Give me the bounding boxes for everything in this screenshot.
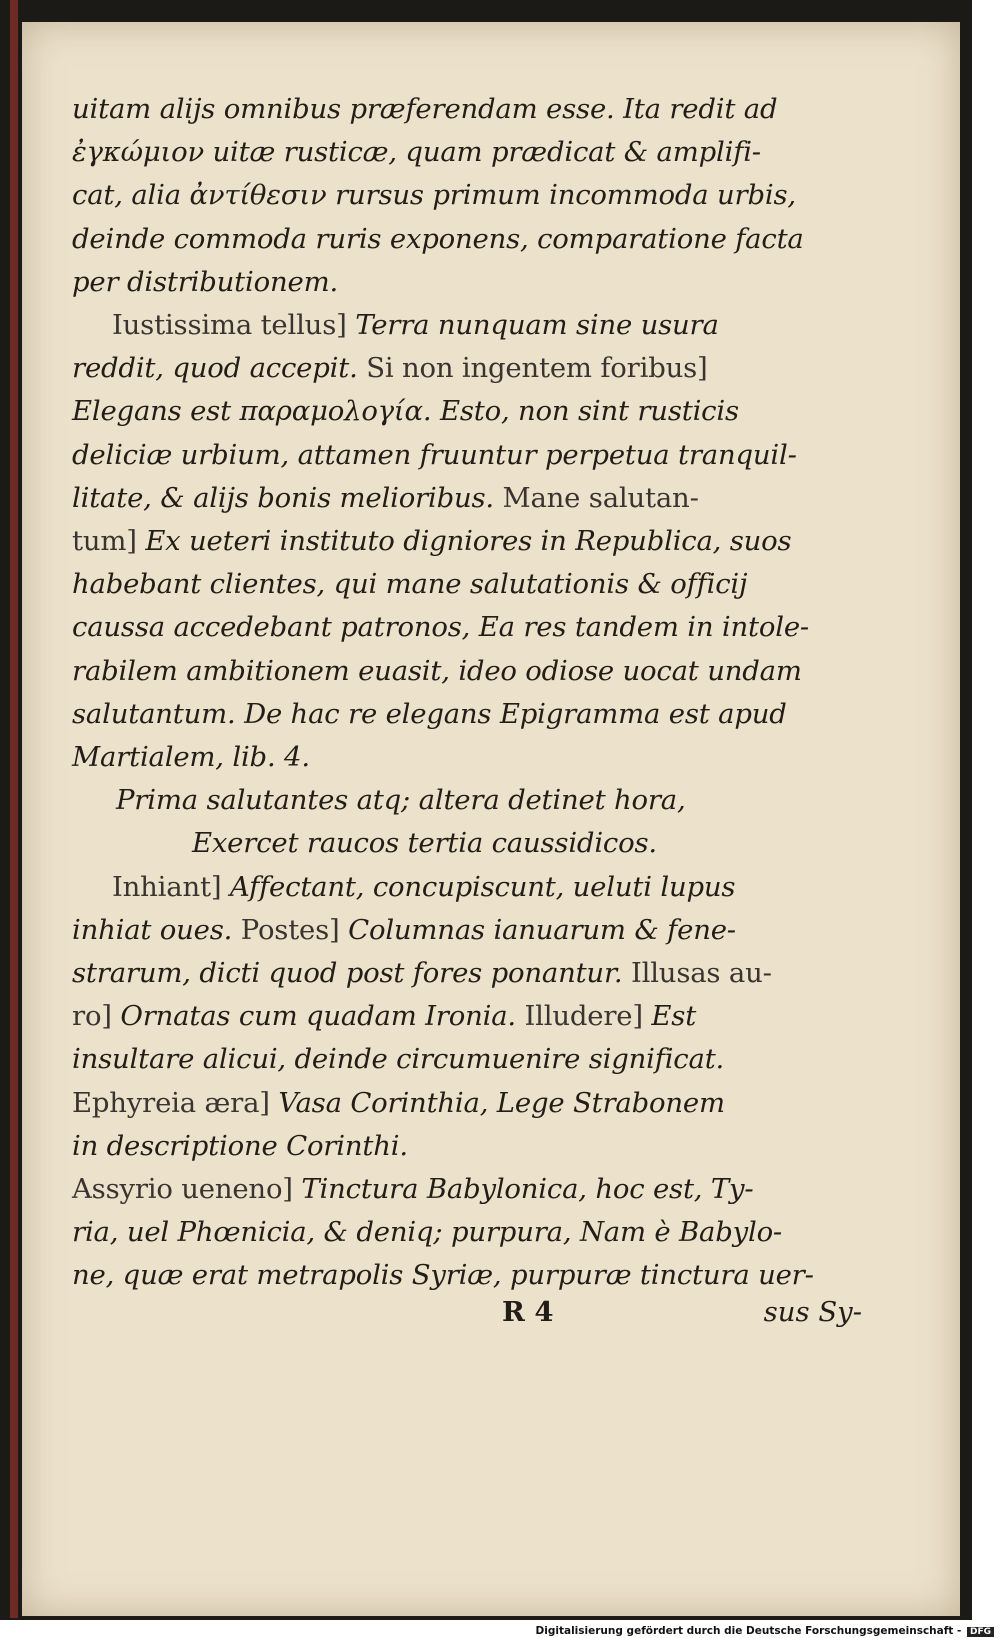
commentary-text: uitam alijs omnibus præferendam esse. Ita redit ad <box>72 93 778 125</box>
text-line <box>72 88 842 131</box>
commentary-text: inhiat oues. <box>72 913 241 946</box>
commentary-text: Columnas ianuarum & fene- <box>348 913 736 946</box>
text-line <box>72 347 842 390</box>
text-line <box>72 1211 842 1254</box>
dfg-logo: DFG <box>967 1627 994 1637</box>
text-line <box>72 779 842 822</box>
text-line <box>72 131 842 174</box>
text-line <box>72 693 842 736</box>
lemma: Illusas au- <box>630 957 772 990</box>
text-line <box>72 995 842 1038</box>
lemma: Postes] <box>240 913 349 946</box>
commentary-text: ria, uel Phœnicia, & deniq; purpura, Nam è Babylo- <box>72 1216 783 1249</box>
text-line <box>72 1038 842 1081</box>
commentary-text: habebant clientes, qui mane salutationis & officij <box>72 568 748 601</box>
book-page <box>22 22 960 1616</box>
text-line <box>72 1125 842 1168</box>
text-line <box>72 650 842 693</box>
commentary-text: Est <box>651 1000 697 1033</box>
commentary-text: litate, & alijs bonis melioribus. <box>72 481 503 514</box>
catchword: sus Sy- <box>763 1296 862 1328</box>
body-text <box>72 88 842 1298</box>
credit-text: Digitalisierung gefördert durch die Deutsche Forschungsgemeinschaft - <box>535 1625 962 1637</box>
text-line <box>72 866 842 909</box>
book-edge <box>10 0 18 1618</box>
text-line <box>72 606 842 649</box>
text-line <box>72 1168 842 1211</box>
commentary-text: Elegans est παραμολογία. Esto, non sint rusticis <box>72 395 739 428</box>
page-footer <box>72 1296 862 1340</box>
commentary-text: Ex ueteri instituto digniores in Republica, suos <box>145 525 792 558</box>
commentary-text: caussa accedebant patronos, Ea res tandem in intole- <box>72 611 810 644</box>
commentary-text: deinde commoda ruris exponens, comparatione facta <box>72 222 804 255</box>
text-line <box>72 261 842 304</box>
commentary-text: Tinctura Babylonica, hoc est, Ty- <box>301 1173 754 1206</box>
text-line <box>72 1082 842 1125</box>
lemma: Iustissima tellus] <box>112 309 356 342</box>
commentary-text: deliciæ urbium, attamen fruuntur perpetua tranquil- <box>72 438 797 471</box>
text-line <box>72 563 842 606</box>
commentary-text: Martialem, lib. 4. <box>72 741 310 774</box>
commentary-text: in descriptione Corinthi. <box>72 1129 408 1162</box>
lemma: Inhiant] <box>112 870 230 903</box>
lemma: tum] <box>72 525 146 558</box>
commentary-text: reddit, quod accepit. <box>72 352 367 385</box>
commentary-text: per distributionem. <box>72 265 338 298</box>
text-line <box>72 520 842 563</box>
commentary-text: salutantum. De hac re elegans Epigramma est apud <box>72 697 787 730</box>
commentary-text: ne, quæ erat metrapolis Syriæ, purpuræ tinctura uer- <box>72 1259 814 1292</box>
signature-mark: R 4 <box>502 1296 554 1328</box>
text-line <box>72 736 842 779</box>
lemma: Ephyreia æra] <box>72 1086 279 1119</box>
text-line <box>72 434 842 477</box>
commentary-text: strarum, dicti quod post fores ponantur. <box>72 957 631 990</box>
lemma: Mane salutan- <box>502 481 699 514</box>
text-line <box>72 218 842 261</box>
text-line <box>72 1254 842 1297</box>
text-line <box>72 822 842 865</box>
commentary-text: Vasa Corinthia, Lege Strabonem <box>278 1086 725 1119</box>
digitization-credit <box>536 1625 994 1637</box>
commentary-text: cat, alia ἀντίθεσιν rursus primum incommoda urbis, <box>72 179 796 212</box>
commentary-text: Prima salutantes atq; altera detinet hora, <box>116 784 686 817</box>
commentary-text: Terra nunquam sine usura <box>355 309 719 342</box>
text-line <box>72 174 842 217</box>
commentary-text: insultare alicui, deinde circumuenire significat. <box>72 1043 725 1076</box>
commentary-text: rabilem ambitionem euasit, ideo odiose uocat undam <box>72 654 802 687</box>
text-line <box>72 390 842 433</box>
commentary-text: Affectant, concupiscunt, ueluti lupus <box>229 870 736 903</box>
text-line <box>72 477 842 520</box>
text-line <box>72 304 842 347</box>
text-line <box>72 952 842 995</box>
lemma: Si non ingentem foribus] <box>366 352 708 385</box>
text-line <box>72 909 842 952</box>
lemma: ro] <box>72 1000 121 1033</box>
commentary-text: Exercet raucos tertia caussidicos. <box>192 827 657 860</box>
commentary-text: ἐγκώμιον uitæ rusticæ, quam prædicat & amplifi- <box>72 136 761 169</box>
lemma: Assyrio ueneno] <box>72 1173 302 1206</box>
lemma: Illudere] <box>524 1000 652 1033</box>
commentary-text: Ornatas cum quadam Ironia. <box>120 1000 525 1033</box>
